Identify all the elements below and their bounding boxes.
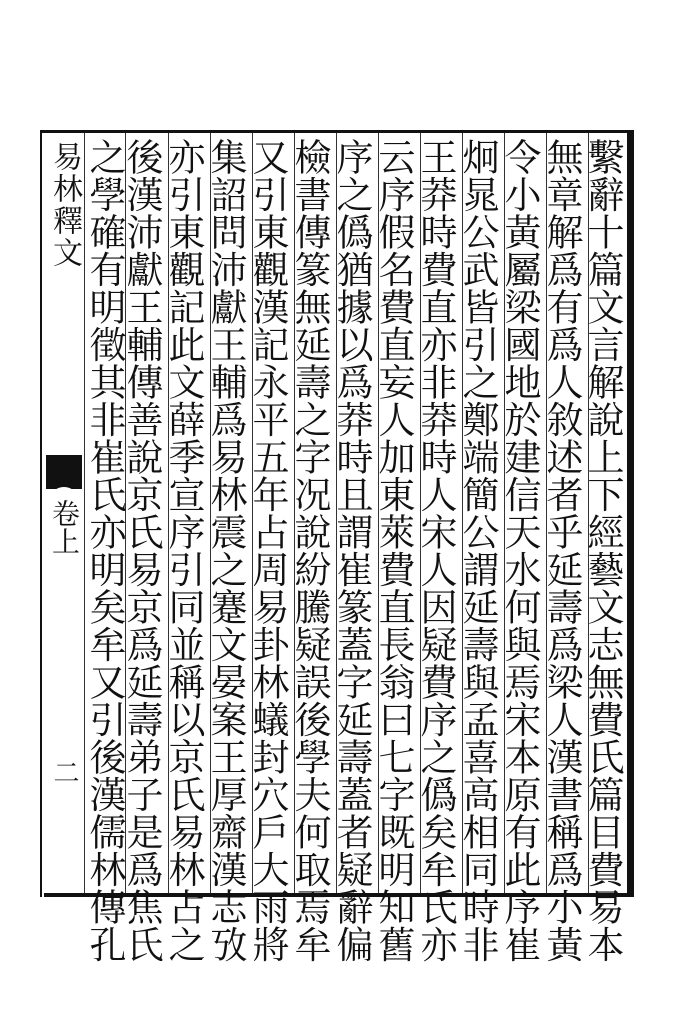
text-column-5: 王莽時費直亦非莽時人宋人因疑費序之僞矣牟氏亦 [414, 138, 457, 963]
text-column-4: 炯晁公武皆引之鄭端簡公謂延壽與孟喜高相同時非 [456, 138, 499, 963]
text-column-6: 云序假名費直妄人加東萊費直長翁曰七字既明知舊 [372, 138, 415, 963]
text-column-13: 之學確有明徵其非崔氏亦明矣牟又引後漢儒林傳孔 [83, 138, 126, 963]
margin-volume-label: 卷上 [48, 499, 81, 555]
fishtail-mark-icon [46, 455, 82, 489]
frame-top-border [40, 130, 634, 133]
margin-page-number: 二 [49, 759, 79, 785]
frame-right-border [627, 130, 634, 897]
text-column-11: 亦引東觀記此文薛季宣序引同並稱以京氏易林占之 [162, 138, 205, 963]
text-column-10: 集詔問沛獻王輔爲易林震之蹇文晏案王厚齋漢志攷 [204, 138, 247, 963]
text-column-8: 檢書傳篆無延壽之字况說紛騰疑誤後學夫何取焉牟 [288, 138, 331, 963]
text-column-2: 無章解爲有爲人敘述者乎延壽爲梁人漢書稱爲小黃 [540, 138, 583, 963]
frame-left-border [40, 130, 42, 897]
text-column-3: 令小黃屬梁國地於建信天水何與焉宋本原有此序崔 [498, 138, 541, 963]
text-column-7: 序之僞猶據以爲莽時且謂崔篆蓋字延壽蓋者疑辭偏 [330, 138, 373, 963]
text-column-12: 後漢沛獻王輔傳善說京氏易京爲延壽弟子是爲焦氏 [120, 138, 163, 963]
text-column-1: 繫辭十篇文言解說上下經藝文志無費氏篇目費易本 [581, 138, 624, 963]
text-column-9: 又引東觀漢記永平五年占周易卦林蟻封穴戶大雨將 [246, 138, 289, 963]
margin-book-title: 易林釋文 [47, 141, 82, 269]
page-margin-strip [44, 133, 84, 893]
